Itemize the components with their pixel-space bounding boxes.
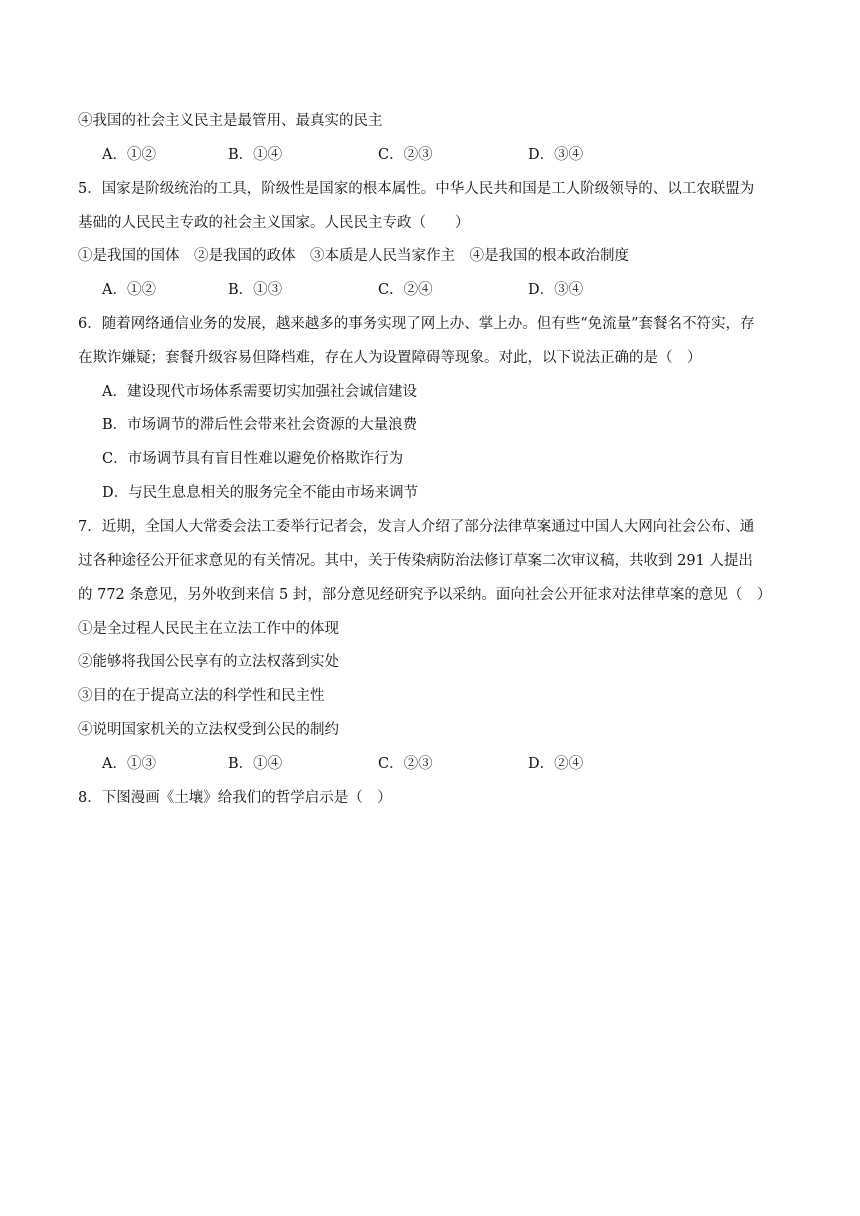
q5-option-d[interactable]: D．③④ [528, 282, 584, 298]
q5-option-c[interactable]: C．②④ [378, 282, 433, 298]
q4-statement-4: ④我国的社会主义民主是最管用、最真实的民主 [78, 113, 383, 129]
q6-option-d[interactable]: D．与民生息息相关的服务完全不能由市场来调节 [102, 485, 419, 501]
q6-option-a[interactable]: A．建设现代市场体系需要切实加强社会诚信建设 [102, 384, 417, 400]
q6-stem-line-2: 在欺诈嫌疑；套餐升级容易但降档难，存在人为设置障碍等现象。对此，以下说法正确的是（ ） [78, 350, 702, 366]
q6-option-b[interactable]: B．市场调节的滞后性会带来社会资源的大量浪费 [102, 417, 418, 433]
q7-option-a[interactable]: A．①③ [102, 756, 156, 772]
q7-option-c[interactable]: C．②③ [378, 756, 433, 772]
q5-option-a[interactable]: A．①② [102, 282, 156, 298]
q7-statement-4: ④说明国家机关的立法权受到公民的制约 [78, 722, 339, 738]
q7-statement-1: ①是全过程人民民主在立法工作中的体现 [78, 621, 339, 637]
q6-stem-line-1: 6．随着网络通信业务的发展，越来越多的事务实现了网上办、掌上办。但有些“免流量”套餐名不符实，存 [78, 316, 755, 332]
q5-option-b[interactable]: B．①③ [228, 282, 283, 298]
q6-option-c[interactable]: C．市场调节具有盲目性难以避免价格欺诈行为 [102, 451, 404, 467]
q4-option-b[interactable]: B．①④ [228, 147, 283, 163]
q7-statement-3: ③目的在于提高立法的科学性和民主性 [78, 688, 325, 704]
q7-option-b[interactable]: B．①④ [228, 756, 283, 772]
q8-stem: 8．下图漫画《土壤》给我们的哲学启示是（ ） [78, 790, 392, 806]
q5-stem-line-2: 基础的人民民主专政的社会主义国家。人民民主专政（ ） [78, 215, 470, 231]
q7-stem-line-3: 的 772 条意见，另外收到来信 5 封，部分意见经研究予以采纳。面向社会公开征求对法律草案的意见（ ） [78, 587, 772, 603]
q7-statement-2: ②能够将我国公民享有的立法权落到实处 [78, 654, 339, 670]
q5-stem-line-1: 5．国家是阶级统治的工具，阶级性是国家的根本属性。中华人民共和国是工人阶级领导的、以工农联盟为 [78, 181, 755, 197]
q5-statements: ①是我国的国体 ②是我国的政体 ③本质是人民当家作主 ④是我国的根本政治制度 [78, 248, 629, 264]
q4-option-a[interactable]: A．①② [102, 147, 156, 163]
q4-option-d[interactable]: D．③④ [528, 147, 584, 163]
q4-option-c[interactable]: C．②③ [378, 147, 433, 163]
q7-stem-line-1: 7．近期，全国人大常委会法工委举行记者会，发言人介绍了部分法律草案通过中国人大网向社会公布、通 [78, 519, 755, 535]
q7-option-d[interactable]: D．②④ [528, 756, 584, 772]
q7-stem-line-2: 过各种途径公开征求意见的有关情况。其中，关于传染病防治法修订草案二次审议稿，共收到 291 人提出 [78, 553, 753, 569]
